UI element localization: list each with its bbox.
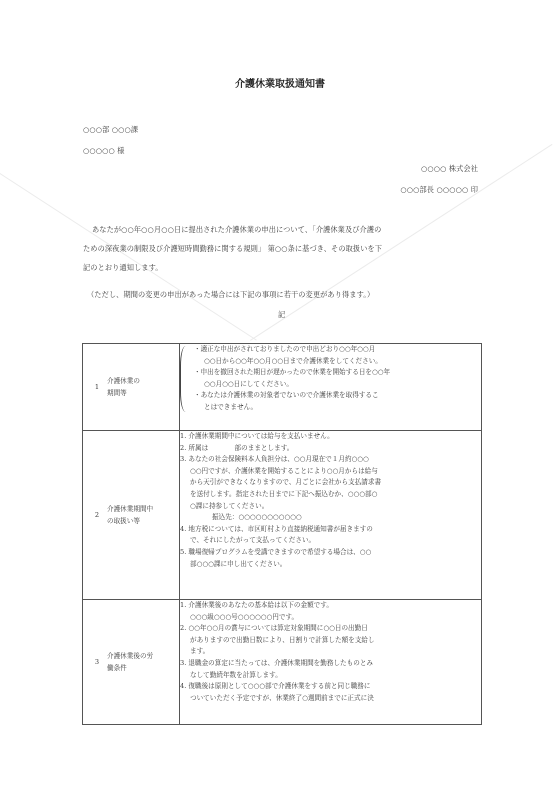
list-item: 5. 職場復帰プログラムを受講できますので希望する場合は、○○ <box>180 547 372 556</box>
intro-line: （ただし、期間の変更の申出があった場合には下記の事項に若干の変更があり得ます。） <box>87 290 375 299</box>
list-item: ・適正な申出がされておりましたので申出どおり○○年○○月 <box>194 345 376 353</box>
sender-name: ○○○部長 ○○○○○ 印 <box>400 185 478 194</box>
bracket-mark <box>180 346 191 412</box>
list-item: とはできません。 <box>204 402 258 411</box>
list-item: 1. 介護休業期間中については給与を支払いません。 <box>180 432 334 440</box>
list-item: 3. 退職金の算定に当たっては、介護休業期間を勤務したものとみ <box>180 658 374 667</box>
list-item: ます。 <box>190 647 210 656</box>
row-label-cell <box>83 431 180 600</box>
intro-line: ための深夜業の制限及び介護短時間勤務に関する規則」 第○○条に基づき、その取扱いを下 <box>83 244 383 253</box>
list-item: 4. 復職後は原則として○○○部で介護休業をする前と同じ職務に <box>180 682 371 691</box>
row-content-cell <box>180 600 482 725</box>
row-label: 期間等 <box>107 389 127 397</box>
row-label: 介護休業の <box>107 377 140 385</box>
addressee-name: ○○○○○ 様 <box>83 146 125 155</box>
row-label: 介護休業期間中 <box>107 505 154 513</box>
ki-marker: 記 <box>278 310 286 319</box>
row-label-cell <box>83 600 180 725</box>
addressee-dept: ○○○部 ○○○課 <box>83 125 139 134</box>
company-name: ○○○○ 株式会社 <box>420 164 478 173</box>
list-item: 振込先：○○○○○○○○○○○ <box>212 513 302 522</box>
intro-line: あなたが○○年○○月○○日に提出された介護休業の申出について、「介護休業及び介護の <box>92 225 382 234</box>
row-content-cell <box>180 431 482 600</box>
list-item: 2. 所属は 部のままとします。 <box>180 443 294 452</box>
row-number: 2 <box>94 511 100 519</box>
list-item: がありますので出勤日数により、日割りで計算した額を支給し <box>190 635 375 644</box>
row-number: 3 <box>94 658 100 666</box>
list-item: から天引ができなくなりますので、月ごとに会社から支払請求書 <box>190 478 382 487</box>
list-item: ○○○級○○○号○○○○○○円です。 <box>190 612 299 621</box>
intro-line: 記のとおり通知します。 <box>83 263 163 272</box>
list-item: 部○○○課に申し出てください。 <box>190 559 287 568</box>
terms-table <box>82 343 482 725</box>
list-item: ついていただく予定ですが、休業終了○週間前までに正式に決 <box>190 693 374 702</box>
table-row <box>83 344 482 431</box>
list-item: ○○月○○日にしてください。 <box>204 379 293 388</box>
document-title: 介護休業取扱通知書 <box>235 79 325 90</box>
table-row <box>83 600 482 725</box>
list-item: で、それにしたがって支払ってください。 <box>190 536 316 545</box>
list-item: を送付します。指定された日までに下記へ振込むか、○○○部○ <box>190 489 378 498</box>
row-label: 働条件 <box>107 664 127 672</box>
row-content-cell <box>180 344 482 431</box>
list-item: ○○日から○○年○○月○○日まで介護休業をしてください。 <box>204 356 382 365</box>
row-label-cell <box>83 344 180 431</box>
list-item: 4. 地方税については、市区町村より直接納税通知書が届きますの <box>180 524 373 533</box>
row-label: 介護休業後の労 <box>107 652 154 660</box>
list-item: ○課に持参してください。 <box>190 501 269 510</box>
list-item: なして勤続年数を計算します。 <box>190 670 282 679</box>
list-item: 3. あなたの社会保険料本人負担分は、○○月現在で１月約○○○ <box>180 455 369 464</box>
list-item: ○○円ですが、介護休業を開始することにより○○月からは給与 <box>190 466 378 475</box>
watermark-line <box>250 144 552 341</box>
list-item: 1. 介護休業後のあなたの基本給は以下の金額です。 <box>180 601 333 609</box>
list-item: ・あなたは介護休業の対象者でないので介護休業を取得するこ <box>194 391 379 400</box>
table-row <box>83 431 482 600</box>
list-item: ・申出を撤回された期日が遅かったので休業を開始する日を○○年 <box>194 368 391 377</box>
list-item: 2. ○○年○○月の賞与については算定対象期間に○○日の出勤日 <box>180 624 368 633</box>
row-label: の取扱い等 <box>107 517 140 525</box>
row-number: 1 <box>94 383 100 391</box>
